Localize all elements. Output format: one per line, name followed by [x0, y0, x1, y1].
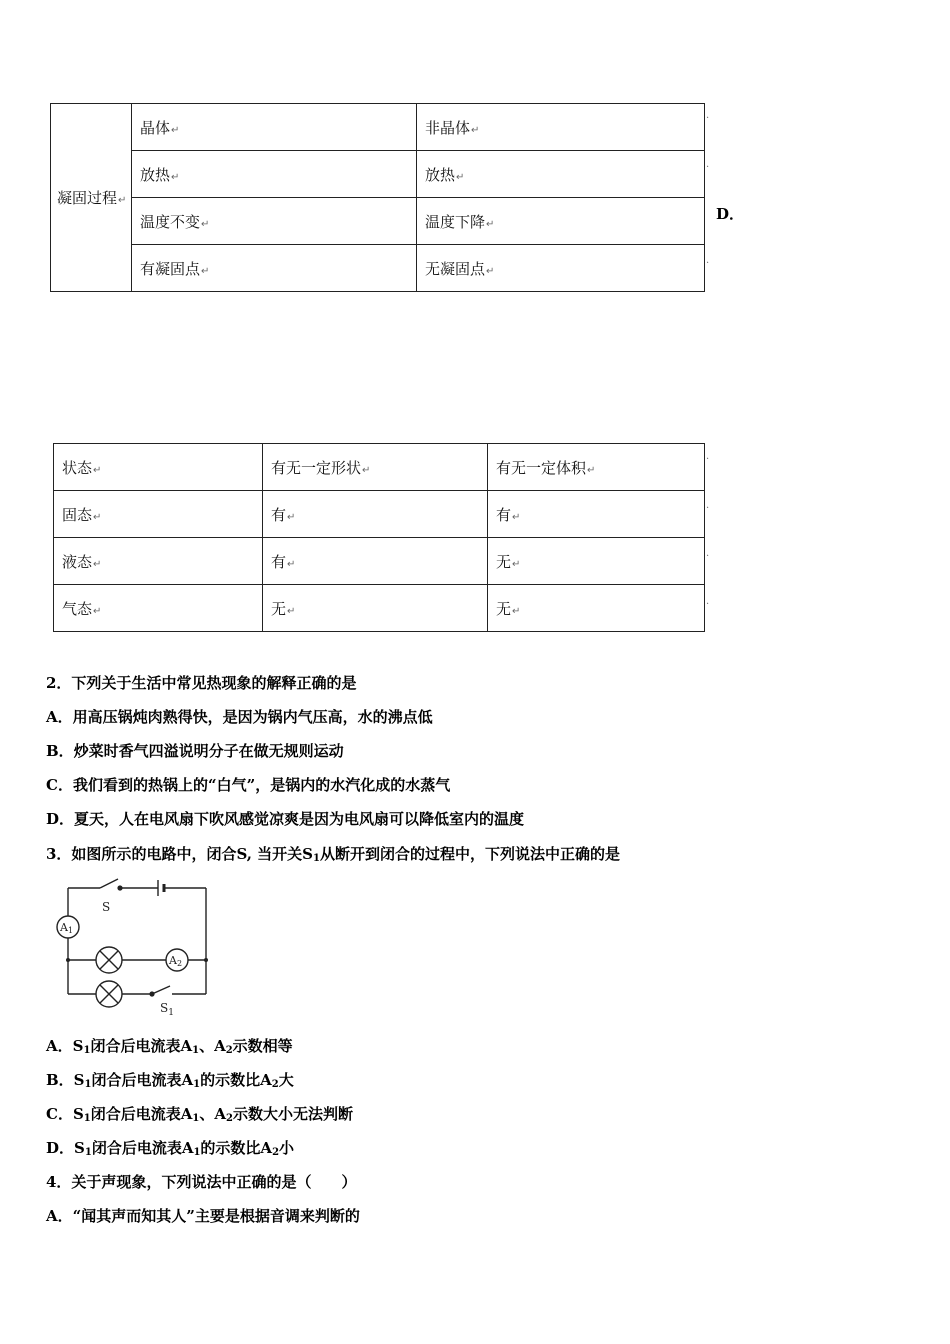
question-2-option-d: D．夏天，人在电风扇下吹风感觉凉爽是因为电风扇可以降低室内的温度 — [46, 810, 525, 828]
table-row — [51, 198, 705, 245]
table-cell: 温度下降↵ — [417, 198, 705, 245]
row-end-mark: · — [706, 503, 710, 514]
table-row — [54, 491, 705, 538]
table-cell: 有凝固点↵ — [132, 245, 417, 292]
row-end-mark: · — [706, 162, 710, 173]
question-3-option-a: A．$S_1$闭合后电流表$A_1$、$A_2$示数相等 — [46, 1037, 293, 1056]
question-3-stem: 3．如图所示的电路中，闭合S, 当开关$S_1$从断开到闭合的过程中，下列说法中正确的是 — [46, 845, 620, 864]
table-cell: 固态↵ — [54, 491, 263, 538]
question-2-option-b: B．炒菜时香气四溢说明分子在做无规则运动 — [46, 742, 344, 760]
table-cell: 有↵ — [263, 491, 488, 538]
junction — [204, 958, 208, 962]
table-cell: 非晶体↵ — [417, 104, 705, 151]
junction — [66, 958, 70, 962]
table-row — [51, 245, 705, 292]
question-2-option-c: C．我们看到的热锅上的“白气”，是锅内的水汽化成的水蒸气 — [46, 776, 451, 794]
switch-s-label: S — [102, 900, 111, 914]
crystal-solidification-table — [50, 103, 705, 292]
table-cell: 无↵ — [488, 538, 705, 585]
row-end-mark: · — [706, 258, 710, 269]
ammeter-a1-label: A1 — [60, 921, 74, 935]
table-cell: 放热↵ — [417, 151, 705, 198]
table-cell: 无凝固点↵ — [417, 245, 705, 292]
switch-s-blade — [100, 879, 118, 888]
table-cell: 晶体↵ — [132, 104, 417, 151]
table-cell: 有↵ — [263, 538, 488, 585]
switch-s1-contact — [149, 991, 154, 996]
table-row — [51, 104, 705, 151]
table-cell: 气态↵ — [54, 585, 263, 632]
row-end-mark: · — [706, 599, 710, 610]
circuit-diagram — [48, 874, 218, 1022]
row-end-mark: · — [706, 113, 710, 124]
question-4-option-a: A．“闻其声而知其人”主要是根据音调来判断的 — [46, 1207, 360, 1225]
states-of-matter-table — [53, 443, 705, 632]
ammeter-a2-label: A2 — [169, 954, 183, 968]
switch-s-contact — [117, 885, 122, 890]
table-cell: 无↵ — [263, 585, 488, 632]
question-3-option-d: D．$S_1$闭合后电流表$A_1$的示数比$A_2$小 — [46, 1139, 295, 1158]
table-cell: 液态↵ — [54, 538, 263, 585]
table-cell: 有↵ — [488, 491, 705, 538]
row-end-mark: · — [706, 551, 710, 562]
table-row-header: 凝固过程↵ — [51, 104, 132, 292]
row-end-mark: · — [706, 454, 710, 465]
table-cell: 温度不变↵ — [132, 198, 417, 245]
table-row — [54, 538, 705, 585]
table-cell: 无↵ — [488, 585, 705, 632]
question-2-option-a: A．用高压锅炖肉熟得快，是因为锅内气压高，水的沸点低 — [46, 708, 433, 726]
option-d-label: D． — [716, 205, 745, 223]
table-cell: 有无一定体积↵ — [488, 444, 705, 491]
table-row — [54, 444, 705, 491]
question-3-option-b: B．$S_1$闭合后电流表$A_1$的示数比$A_2$大 — [46, 1071, 294, 1090]
table-cell: 状态↵ — [54, 444, 263, 491]
table-cell: 放热↵ — [132, 151, 417, 198]
question-4-stem: 4．关于声现象，下列说法中正确的是（ ） — [46, 1173, 357, 1191]
table-row — [54, 585, 705, 632]
table-cell: 有无一定形状↵ — [263, 444, 488, 491]
table-row — [51, 151, 705, 198]
switch-s1-blade — [152, 986, 170, 994]
question-3-option-c: C．$S_1$闭合后电流表$A_1$、$A_2$示数大小无法判断 — [46, 1105, 353, 1124]
switch-s1-label: $S_1$ — [160, 1001, 174, 1018]
question-2-stem: 2．下列关于生活中常见热现象的解释正确的是 — [46, 674, 357, 692]
